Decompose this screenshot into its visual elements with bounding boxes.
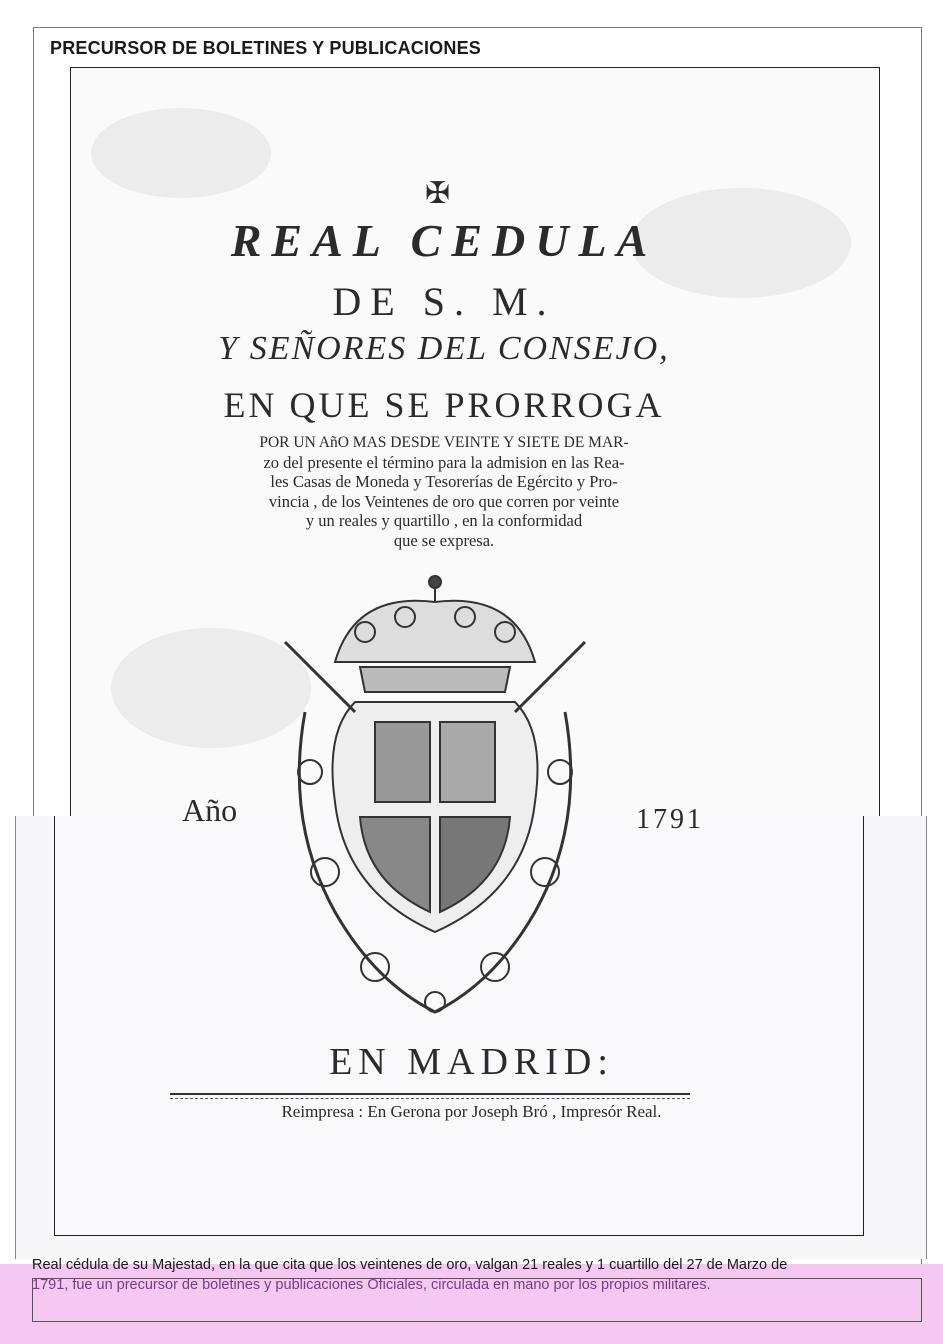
caption-line-2: 1791, fue un precursor de boletines y publicaciones Oficiales, circulada en mano por los propios militares. <box>32 1277 711 1293</box>
divider-rule-dashed <box>170 1098 690 1099</box>
divider-rule <box>170 1093 690 1095</box>
title-senores-consejo: Y SEÑORES DEL CONSEJO, <box>218 330 670 367</box>
decree-line: zo del presente el término para la admision en las Rea- <box>263 452 625 472</box>
royal-coat-of-arms-icon <box>265 572 605 1032</box>
decree-line: POR UN AñO MAS DESDE VEINTE Y SIETE DE MAR- <box>259 434 629 451</box>
cross-icon: ✠ <box>425 176 451 211</box>
decree-line: que se expresa. <box>393 530 495 550</box>
caption-line-1: Real cédula de su Majestad, en la que cita que los veintenes de oro, valgan 21 reales y 1 cuartillo del 27 de Marzo de <box>32 1257 788 1273</box>
year-value: 1791 <box>636 804 704 835</box>
imprint-line: Reimpresa : En Gerona por Joseph Bró , Impresór Real. <box>281 1102 662 1121</box>
decree-body <box>178 433 710 550</box>
decree-line: les Casas de Moneda y Tesorerías de Egército y Pro- <box>270 472 618 491</box>
place-madrid: EN MADRID: <box>329 1041 614 1083</box>
title-real-cedula: REAL CEDULA <box>230 215 658 266</box>
decree-line: vincia , de los Veintenes de oro que corren por veinte <box>268 491 620 511</box>
title-prorroga: EN QUE SE PRORROGA <box>223 385 665 425</box>
year-label: Año <box>182 792 238 828</box>
decree-line: y un reales y quartillo , en la conformidad <box>305 511 583 530</box>
title-de-sm: DE S. M. <box>332 279 556 324</box>
page-header: PRECURSOR DE BOLETINES Y PUBLICACIONES <box>50 38 481 58</box>
